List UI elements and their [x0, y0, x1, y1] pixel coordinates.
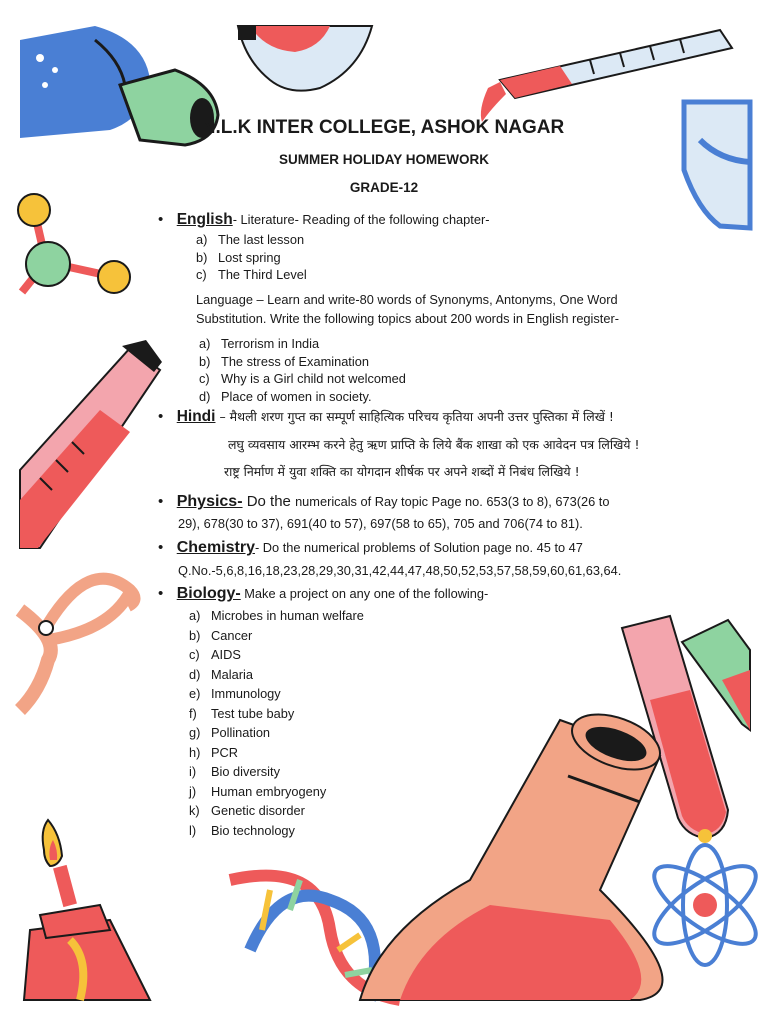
bullet: • [158, 585, 164, 602]
list-item: l) Bio technology [189, 822, 295, 838]
list-item: k) Genetic disorder [189, 803, 305, 818]
english-subject: English [176, 211, 233, 228]
biology-topics-list [189, 608, 364, 842]
hindi-line-3: राष्ट्र निर्माण में युवा शक्ति का योगदान शीर्षक पर अपने शब्दों में निबंध लिखिये ! [224, 464, 580, 479]
chemistry-line-1: - Do the numerical problems of Solution page no. 45 to 47 [254, 540, 583, 555]
list-item: f) Test tube baby [189, 705, 295, 721]
atom-icon [643, 829, 767, 965]
list-item: e) Immunology [189, 686, 281, 701]
list-item: d) Malaria [189, 666, 253, 682]
physics-do-the: Do the [242, 493, 296, 510]
college-name: N.L.K INTER COLLEGE, ASHOK NAGAR [201, 117, 565, 138]
bullet: • [158, 493, 164, 510]
list-item: a) Terrorism in India [199, 336, 320, 351]
list-item: i) Bio diversity [189, 764, 280, 779]
biology-section [158, 585, 488, 603]
hindi-line-1: – मैथली शरण गुप्त का सम्पूर्ण साहित्यिक परिचय कृतिया अपनी उत्तर पुस्तिका में लिखें ! [215, 409, 614, 424]
biology-intro: Make a project on any one of the following- [240, 586, 489, 601]
list-item: j) Human embryogeny [189, 783, 327, 799]
english-section [158, 211, 490, 229]
homework-title: SUMMER HOLIDAY HOMEWORK [278, 152, 489, 167]
chemistry-line-2: Q.No.-5,6,8,16,18,23,28,29,30,31,42,44,47,48,50,52,53,57,58,59,60,61,63,64. [178, 563, 622, 578]
physics-line-1: numericals of Ray topic Page no. 653(3 to 8), 673(26 to [295, 494, 610, 509]
list-item: d) Place of women in society. [199, 388, 372, 404]
list-item: c) The Third Level [196, 267, 307, 282]
physics-section [158, 493, 609, 511]
list-item: a) Microbes in human welfare [189, 608, 364, 623]
bullet: • [158, 408, 164, 425]
chemistry-section [158, 539, 583, 557]
grade-label: GRADE-12 [349, 180, 419, 195]
list-item: c) AIDS [189, 647, 241, 662]
conical-flask-icon [360, 704, 667, 1000]
tongs-icon [20, 579, 135, 710]
list-item: b) Lost spring [196, 249, 281, 265]
list-item: b) The stress of Examination [199, 353, 369, 369]
list-item: a) The last lesson [196, 232, 305, 247]
bullet: • [158, 539, 164, 556]
burner-icon [24, 820, 150, 1000]
list-item: b) Cancer [189, 627, 253, 643]
hindi-line-2: लघु व्यवसाय आरम्भ करने हेतु ऋण प्राप्ति के लिये बैंक शाखा को एक आवेदन पत्र लिखिये ! [228, 437, 640, 452]
english-topics-list [199, 336, 406, 406]
english-chapters-list [196, 232, 307, 285]
english-language-line-1: Language – Learn and write-80 words of Synonyms, Antonyms, One Word [196, 292, 618, 307]
small-flask-icon [238, 26, 372, 91]
hindi-subject: Hindi [176, 408, 216, 425]
chemistry-subject: Chemistry [176, 539, 255, 556]
molecule-icon [18, 194, 130, 293]
hindi-section [158, 408, 614, 426]
english-language-line-2: Substitution. Write the following topics about 200 words in English register- [196, 311, 619, 326]
physics-subject: Physics- [176, 493, 243, 510]
list-item: g) Pollination [189, 725, 271, 740]
physics-line-2: 29), 678(30 to 37), 691(40 to 57), 697(58 to 65), 705 and 706(74 to 81). [178, 516, 583, 531]
bullet: • [158, 211, 164, 228]
english-intro: - Literature- Reading of the following chapter- [232, 212, 490, 227]
biology-subject: Biology- [176, 585, 241, 602]
list-item: c) Why is a Girl child not welcomed [199, 371, 406, 386]
list-item: h) PCR [189, 744, 239, 760]
test-tube-icon [20, 340, 162, 548]
